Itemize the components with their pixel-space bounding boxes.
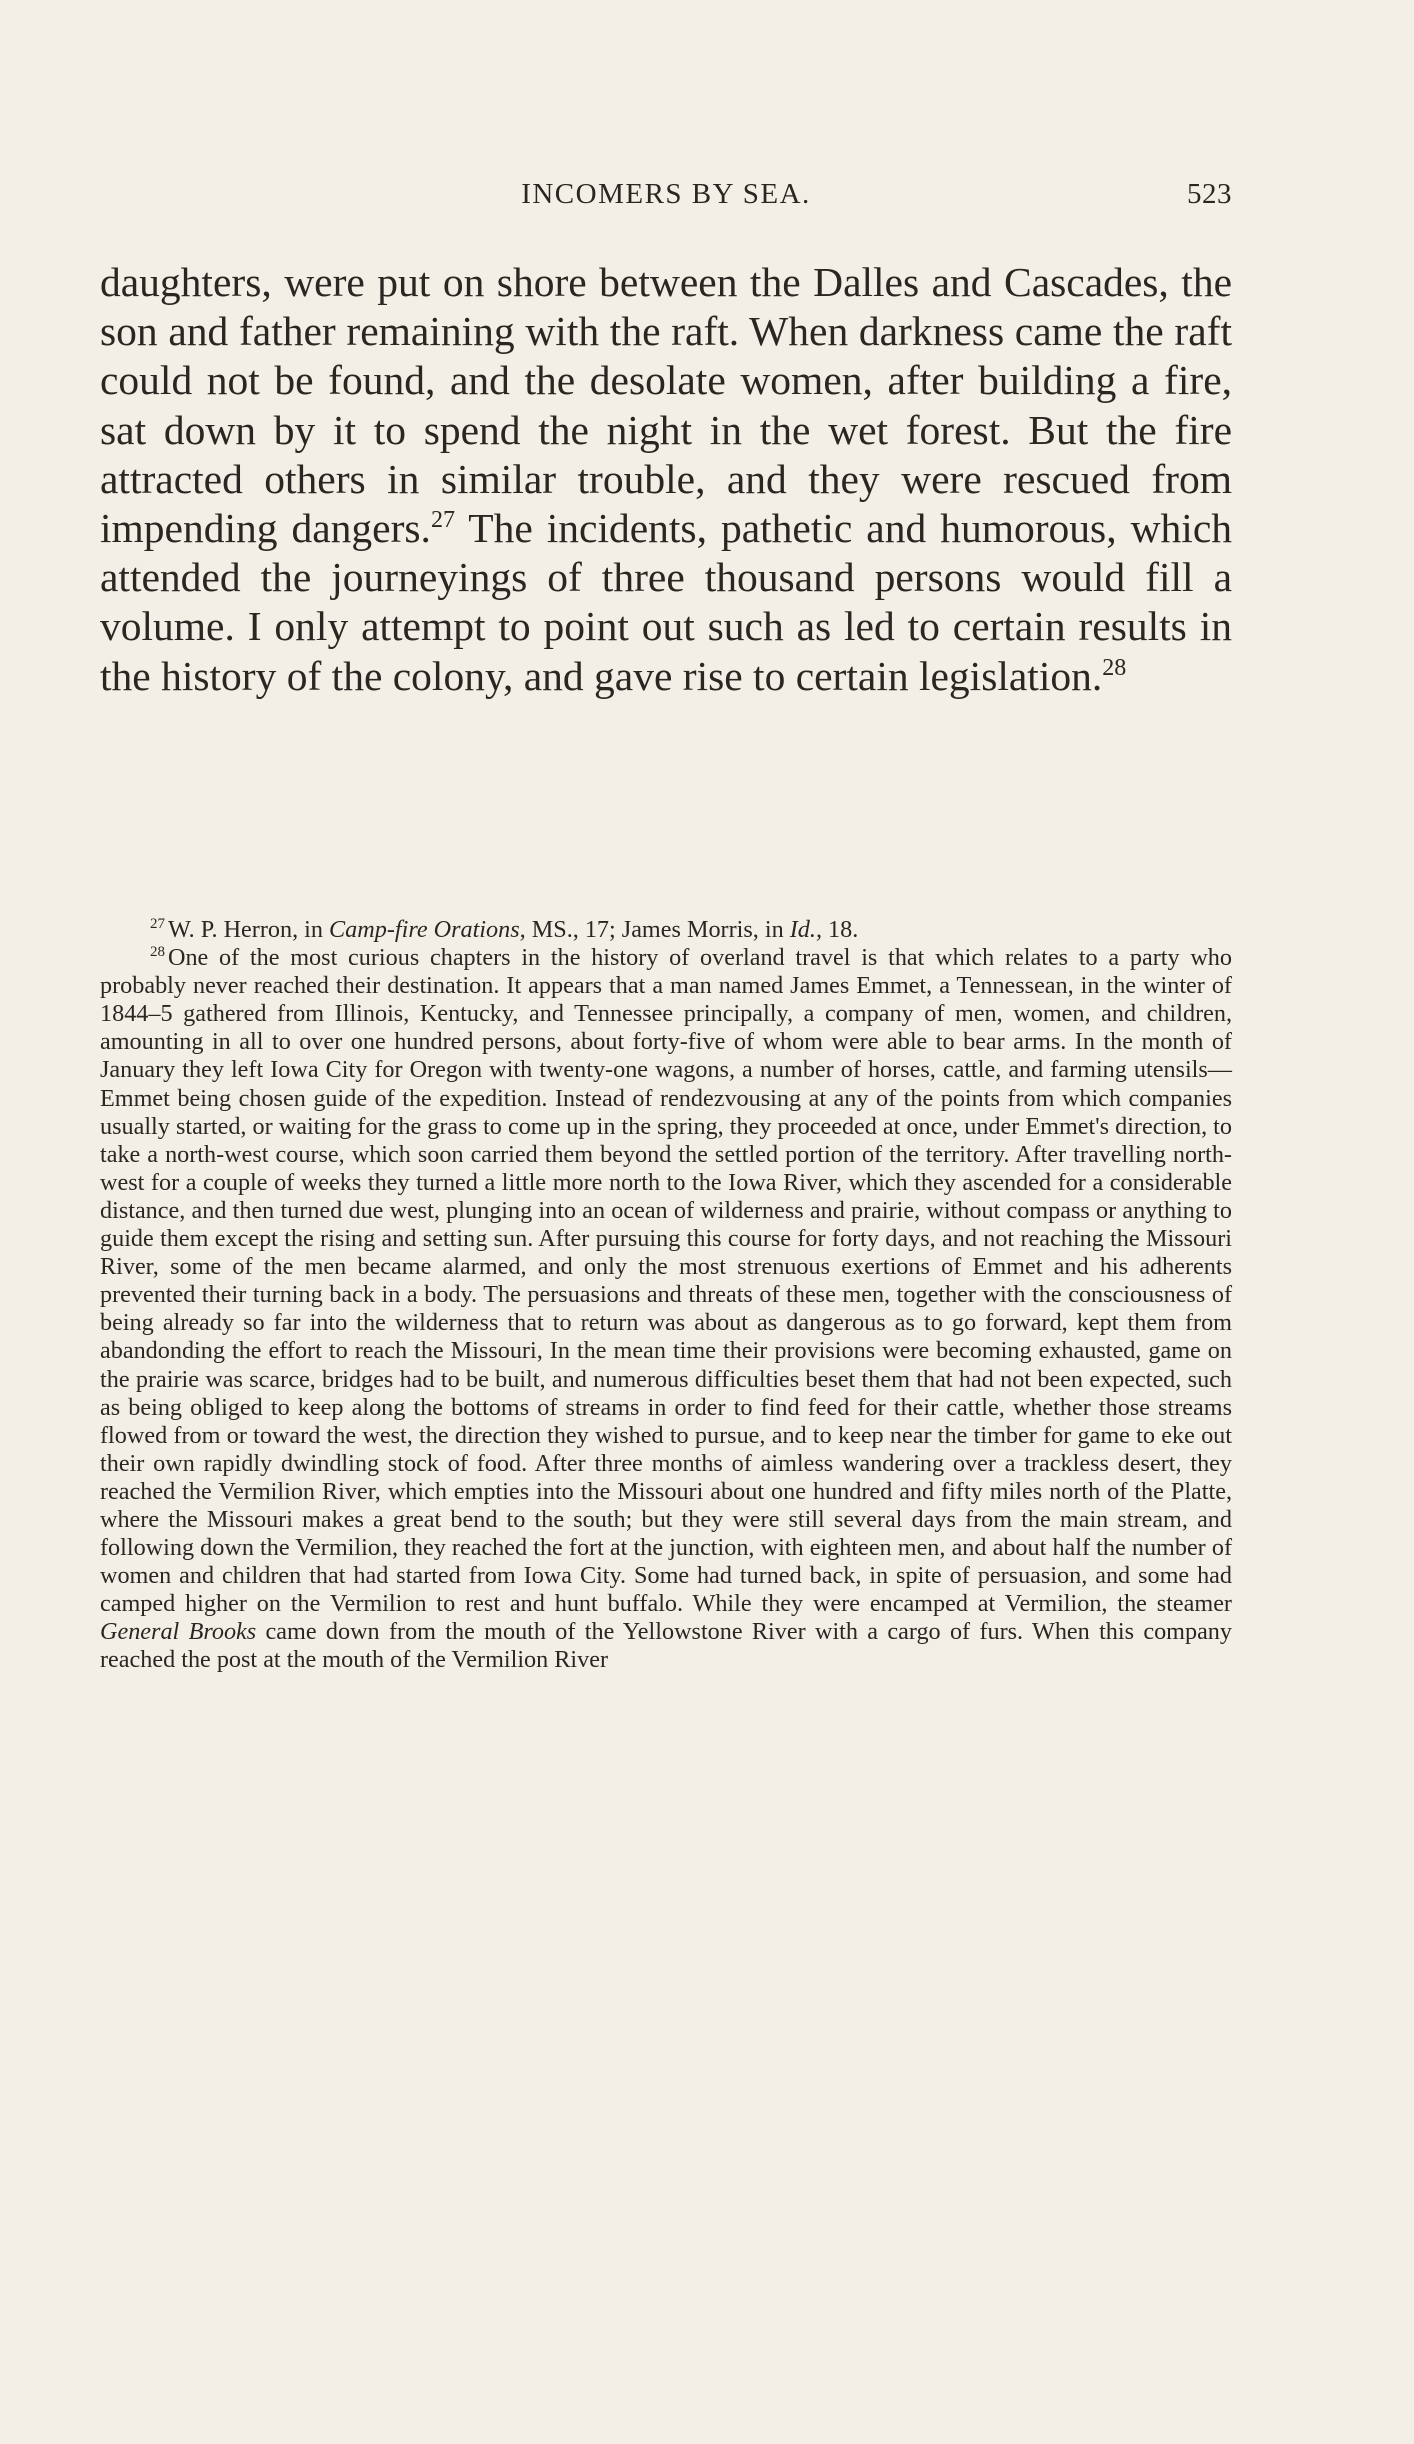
footnote-28-text-b: came down from the mouth of the Yellowstone River with a cargo of furs. When this company reached the post at the mouth of the Vermilion River [100, 1618, 1232, 1674]
footnote-marker-28: 28 [150, 944, 165, 961]
running-title: INCOMERS BY SEA. [521, 178, 811, 210]
running-header [100, 178, 1232, 218]
footnote-ref-28[interactable]: 28 [1102, 654, 1127, 681]
body-text-part2: The incidents, pathetic and humorous, which attended the journeyings of three thousand persons would fill a volume. I only attempt to point out such as led to certain results in the history of the colony, and gave rise to certain legislation. [100, 505, 1232, 699]
footnote-27-text-c: 18. [822, 916, 859, 943]
footnote-27-text-b: MS., 17; James Morris, in [525, 916, 790, 943]
footnote-marker-27: 27 [150, 915, 165, 932]
footnote-28 [100, 944, 1232, 1674]
page-number: 523 [1187, 178, 1232, 210]
footnote-28-text-a: One of the most curious chapters in the history of overland travel is that which relates to a party who probably never reached their destination. It appears that a man named James Emmet, a Tennessean, in the winter of 1844–5 gathered from Illinois, Kentucky, and Tennessee principally, a company of men, women, and children, amounting in all to over one hundred persons, about forty-five of whom were able to bear arms. In the month of January they left Iowa City for Oregon with twenty-one wagons, a number of horses, cattle, and farming utensils—Emmet being chosen guide of the expedition. Instead of rendezvousing at any of the points from which companies usually started, or waiting for the grass to come up in the spring, they proceeded at once, under Emmet's direction, to take a north-west course, which soon carried them beyond the settled portion of the territory. After travelling north-west for a couple of weeks they turned a little more north to the Iowa River, which they ascended for a considerable distance, and then turned due west, plunging into an ocean of wilderness and prairie, without compass or anything to guide them except the rising and setting sun. After pursuing this course for forty days, and not reaching the Missouri River, some of the men became alarmed, and only the most strenuous exertions of Emmet and his adherents prevented their turning back in a body. The persuasions and threats of these men, together with the consciousness of being already so far into the wilderness that to return was about as dangerous as to go forward, kept them from abandonding the effort to reach the Missouri, In the mean time their provisions were becoming exhausted, game on the prairie was scarce, bridges had to be built, and numerous difficulties beset them that had not been expected, such as being obliged to keep along the bottoms of streams in order to find feed for their cattle, whether those streams flowed from or toward the west, the direction they wished to pursue, and to keep near the timber for game to eke out their own rapidly dwindling stock of food. After three months of aimless wandering over a trackless desert, they reached the Vermilion River, which empties into the Missouri about one hundred and fifty miles north of the Platte, where the Missouri makes a great bend to the south; but they were still several days from the main stream, and following down the Vermilion, they reached the fort at the junction, with eighteen men, and about half the number of women and children that had started from Iowa City. Some had turned back, in spite of persuasion, and some had camped higher on the Vermilion to rest and hunt buffalo. While they were encamped at Vermilion, the steamer [100, 944, 1232, 1618]
footnote-27-text-a: W. P. Herron, in [168, 916, 330, 943]
body-text-part1: daughters, were put on shore between the Dalles and Cascades, the son and father remaining with the raft. When darkness came the raft could not be found, and the desolate women, after building a fire, sat down by it to spend the night in the wet forest. But the fire attracted others in similar trouble, and they were rescued from impending dangers. [100, 259, 1232, 552]
footnote-ref-27[interactable]: 27 [430, 507, 455, 534]
body-paragraph [100, 258, 1232, 701]
footnotes-section [100, 916, 1232, 1675]
footnote-27-italic-title: Camp-fire Orations, [329, 916, 526, 943]
footnote-28-italic-steamer: General Brooks [100, 1618, 257, 1646]
footnote-27-italic-id: Id., [789, 916, 822, 943]
footnote-27 [100, 916, 1232, 944]
